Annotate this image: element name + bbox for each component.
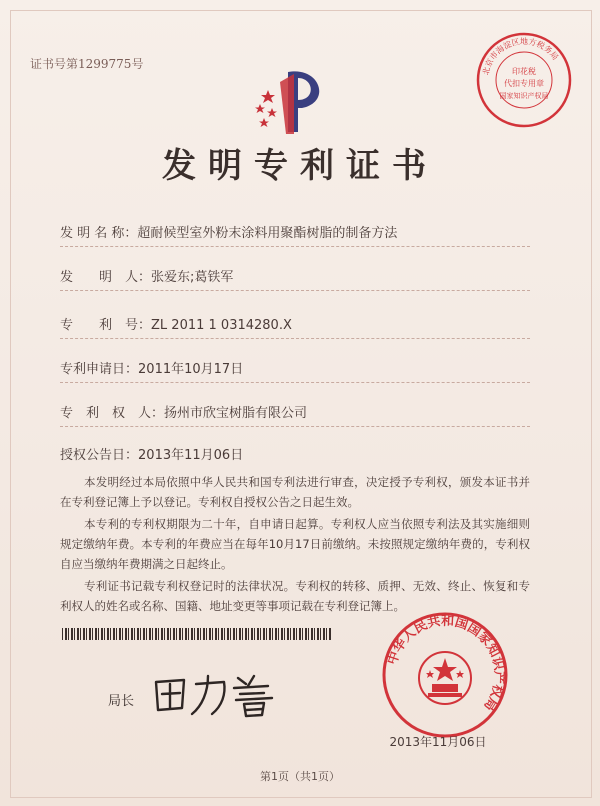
- field-patentee: 专 利 权 人：扬州市欣宝树脂有限公司: [60, 402, 307, 421]
- field-value: ZL 2011 1 0314280.X: [151, 318, 292, 333]
- field-value: 扬州市欣宝树脂有限公司: [164, 406, 308, 421]
- field-label: 专 利 权 人: [60, 406, 152, 421]
- body-paragraph-3: 专利证书记载专利权登记时的法律状况。专利权的转移、质押、无效、终止、恢复和专利权人的姓名或名称、国籍、地址变更等事项记载在专利登记簿上。: [60, 579, 530, 613]
- field-label: 专 利 号: [60, 318, 139, 333]
- field-label: 发 明 人: [60, 270, 139, 285]
- barcode: [62, 628, 332, 640]
- field-invention-name: 发 明 名 称：超耐候型室外粉末涂料用聚酯树脂的制备方法: [60, 222, 397, 241]
- state-ip-office-seal: [380, 610, 510, 740]
- field-label: 专利申请日: [60, 362, 126, 377]
- divider: [60, 246, 530, 247]
- body-paragraph-1: 本发明经过本局依照中华人民共和国专利法进行审查，决定授予专利权，颁发本证书并在专利登记簿上予以登记。专利权自授权公告之日起生效。: [60, 475, 530, 509]
- tax-seal-line-3: 国家知识产权局: [499, 92, 549, 100]
- field-value: 张爱东;葛铁军: [151, 270, 234, 285]
- field-value: 2011年10月17日: [138, 362, 244, 377]
- seal-date: 2013年11月06日: [389, 735, 487, 749]
- certificate-number: 证书号第1299775号: [30, 57, 144, 71]
- field-label: 授权公告日: [60, 448, 126, 463]
- divider: [60, 426, 530, 427]
- tax-seal-line-1: 印花税: [512, 67, 536, 76]
- field-value: 超耐候型室外粉末涂料用聚酯树脂的制备方法: [137, 226, 398, 241]
- field-application-date: 专利申请日：2011年10月17日: [60, 358, 243, 377]
- divider: [60, 382, 530, 383]
- field-patent-number: 专 利 号：ZL 2011 1 0314280.X: [60, 314, 292, 333]
- page-footer: 第1页（共1页）: [260, 770, 340, 783]
- certificate-title: 发明专利证书: [162, 146, 438, 186]
- national-emblem-icon: [419, 652, 471, 704]
- tax-seal-ring-text: 北京市海淀区地方税务局: [481, 36, 560, 76]
- field-value: 2013年11月06日: [138, 448, 244, 463]
- logo-stars: [255, 90, 277, 127]
- field-label: 发 明 名 称: [60, 226, 125, 241]
- divider: [60, 290, 530, 291]
- body-paragraph-2: 本专利的专利权期限为二十年，自申请日起算。专利权人应当依照专利法及其实施细则规定缴纳年费。本专利的年费应当在每年10月17日前缴纳。未按照规定缴纳年费的，专利权自应当缴纳年费期满之日起终止。: [60, 517, 530, 571]
- tax-stamp-seal: [474, 30, 574, 130]
- tax-seal-line-2: 代扣专用章: [504, 79, 544, 88]
- certificate-body: [60, 472, 530, 618]
- director-label: 局长: [108, 694, 135, 709]
- field-inventor: 发 明 人：张爱东;葛铁军: [60, 266, 233, 285]
- field-grant-date: 授权公告日：2013年11月06日: [60, 444, 243, 463]
- main-seal-ring-text: 中华人民共和国国家知识产权局: [385, 613, 507, 714]
- patent-office-logo: [250, 62, 340, 142]
- director-signature: [150, 668, 280, 720]
- logo-red-band: [280, 74, 294, 134]
- divider: [60, 338, 530, 339]
